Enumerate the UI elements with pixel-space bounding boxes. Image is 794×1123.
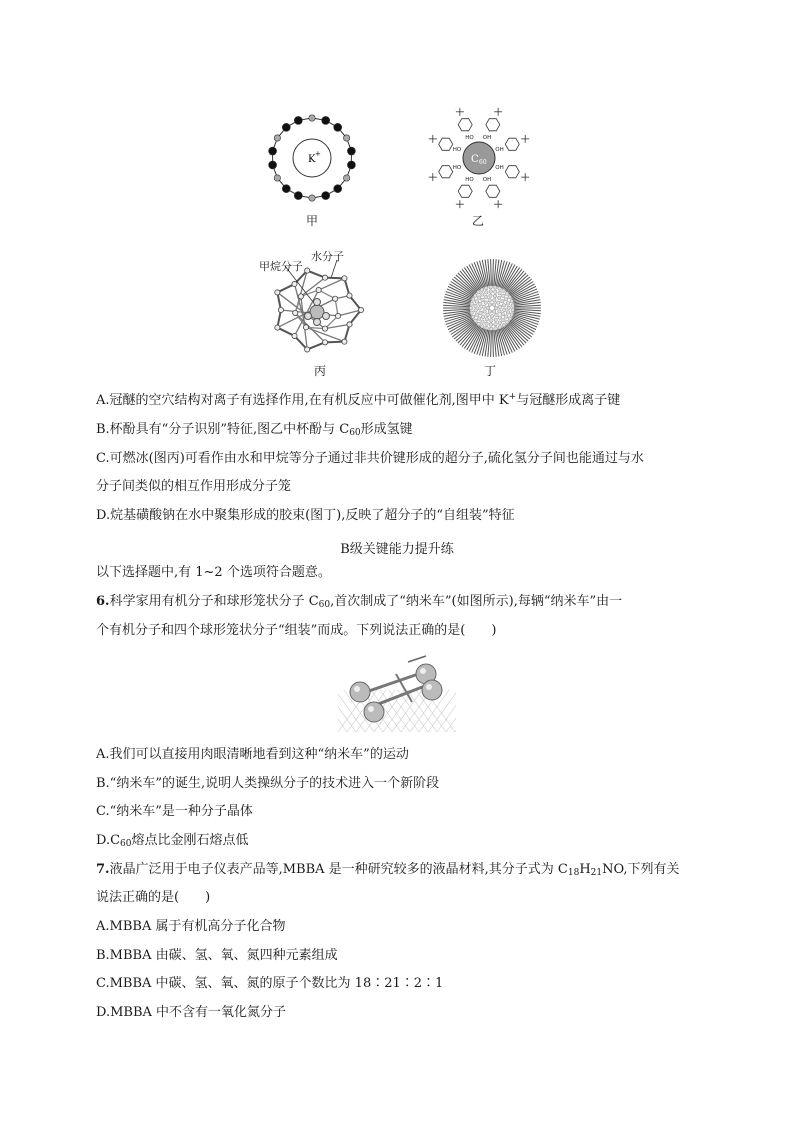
figure-micelle [440, 256, 544, 360]
carbon-atom [269, 161, 277, 169]
benzene-ring [439, 166, 453, 178]
q5-option-c-line1: C.可燃冰(图丙)可看作由水和甲烷等分子通过非共价键形成的超分子,硫化氢分子间也能通过与水 [96, 451, 644, 466]
label-methane: 甲烷分子 [259, 260, 303, 273]
carbon-atom [347, 161, 355, 169]
water-molecule [278, 307, 283, 312]
water-molecule [322, 275, 327, 280]
water-molecule [275, 325, 280, 330]
q7-line1: 7.液晶广泛用于电子仪表产品等,MBBA 是一种研究较多的液晶材料,其分子式为 $C_{18}H_{21}NO$,下列有关 [96, 862, 680, 878]
oxygen-atom [309, 195, 315, 201]
carbon-atom [269, 147, 277, 155]
micelle-tails [443, 259, 541, 357]
carbon-atom [347, 147, 355, 155]
wheel [364, 702, 384, 722]
hydroxyl-label: HO [465, 134, 474, 141]
label-water: 水分子 [311, 250, 344, 263]
carbon-atom [334, 123, 342, 131]
carbon-atom [334, 185, 342, 193]
water-molecule [292, 333, 297, 338]
water-molecule [335, 313, 340, 318]
hydroxyl-label: HO [452, 164, 462, 171]
benzene-ring [486, 119, 500, 131]
oxygen-atom [309, 115, 315, 121]
water-molecule [322, 340, 327, 345]
hydroxyl-label: HO [452, 147, 462, 154]
water-molecule [322, 326, 327, 331]
carbon-atom [322, 116, 330, 124]
section-title: B级关键能力提升练 [340, 542, 454, 557]
water-molecule [347, 322, 352, 327]
q7-option-c: C.MBBA 中碳、氢、氧、氮的原子个数比为 18∶21∶2∶1 [96, 976, 444, 991]
caption-yi: 乙 [471, 214, 484, 228]
wheel [422, 680, 442, 700]
q5-option-d: D.烷基磺酸钠在水中聚集形成的胶束(图丁),反映了超分子的“自组装”特征 [96, 508, 515, 523]
carbon-atom [294, 192, 302, 200]
benzene-ring [505, 138, 519, 150]
water-molecule [292, 281, 297, 286]
q6-option-d: $D.C_{60}$熔点比金刚石熔点低 [96, 833, 249, 849]
q6-option-c: C.“纳米车”是一种分子晶体 [96, 804, 253, 819]
water-molecule [347, 293, 352, 298]
q6-option-b: B.“纳米车”的诞生,说明人类操纵分子的技术进入一个新阶段 [96, 776, 440, 791]
hydroxyl-label: OH [495, 164, 504, 171]
q7-option-a: A.MBBA 属于有机高分子化合物 [96, 919, 286, 934]
wheel [350, 682, 370, 702]
q5-option-b: B.杯酚具有“分子识别”特征,图乙中杯酚与 $C_{60}$形成氢键 [96, 422, 413, 438]
micelle-diagram [440, 256, 544, 360]
hydroxyl-label: HO [465, 177, 474, 184]
benzene-ring [458, 185, 472, 197]
instruction: 以下选择题中,有 1~2 个选项符合题意。 [96, 565, 331, 580]
svg-text:+: + [315, 150, 321, 158]
water-molecule [342, 339, 347, 344]
oxygen-atom [343, 175, 349, 181]
hydroxyl-label: OH [482, 134, 492, 141]
water-molecule [293, 310, 298, 315]
calixarene-diagram [424, 104, 534, 212]
water-molecule [305, 268, 310, 273]
c60-label: C [471, 154, 479, 165]
oxygen-atom [343, 135, 349, 141]
figure-crown-ether [262, 108, 362, 208]
figure-nanocar [338, 652, 456, 732]
caption-ding: 丁 [483, 364, 496, 378]
water-molecule [333, 296, 338, 301]
q6-option-a: A.我们可以直接用肉眼清晰地看到这种“纳米车”的运动 [96, 747, 409, 762]
q6-line1: 6.科学家用有机分子和球形笼状分子 $C_{60}$,首次制成了“纳米车”(如图所示),每辆“纳米车”由一 [96, 594, 623, 610]
carbon-atom [282, 185, 290, 193]
caption-jia: 甲 [305, 214, 318, 228]
water-molecule [342, 276, 347, 281]
oxygen-atom [274, 135, 280, 141]
q6-line2: 个有机分子和四个球形笼状分子“组装”而成。下列说法正确的是( ) [96, 623, 497, 638]
carbon-atom [282, 123, 290, 131]
svg-text:60: 60 [479, 159, 487, 166]
q5-option-a: A.冠醚的空穴结构对离子有选择作用,在有机反应中可做催化剂,图甲中 K+与冠醚形成离子键 [96, 392, 621, 408]
q7-option-d: D.MBBA 中不含有一氧化氮分子 [96, 1005, 287, 1020]
oxygen-atom [274, 175, 280, 181]
k-ion-label: K [308, 154, 316, 165]
caption-bing: 丙 [313, 364, 326, 378]
benzene-ring [458, 119, 472, 131]
nanocar-image [338, 652, 456, 732]
hydroxyl-label: OH [495, 147, 504, 154]
figure-calixarene [424, 104, 534, 212]
carbon-atom [294, 116, 302, 124]
q7-option-b: B.MBBA 由碳、氢、氧、氮四种元素组成 [96, 948, 338, 963]
water-molecule [358, 307, 363, 312]
q7-line2: 说法正确的是( ) [96, 890, 211, 905]
water-molecule [303, 325, 308, 330]
benzene-ring [439, 138, 453, 150]
q5-option-c-line2: 分子间类似的相互作用形成分子笼 [96, 479, 292, 494]
water-molecule [305, 347, 310, 352]
water-molecule [316, 287, 321, 292]
crown-ether-diagram [262, 108, 362, 208]
water-molecule [275, 290, 280, 295]
benzene-ring [505, 166, 519, 178]
benzene-ring [486, 185, 500, 197]
carbon-atom [322, 192, 330, 200]
water-molecule [298, 294, 303, 299]
hydroxyl-label: OH [482, 177, 492, 184]
